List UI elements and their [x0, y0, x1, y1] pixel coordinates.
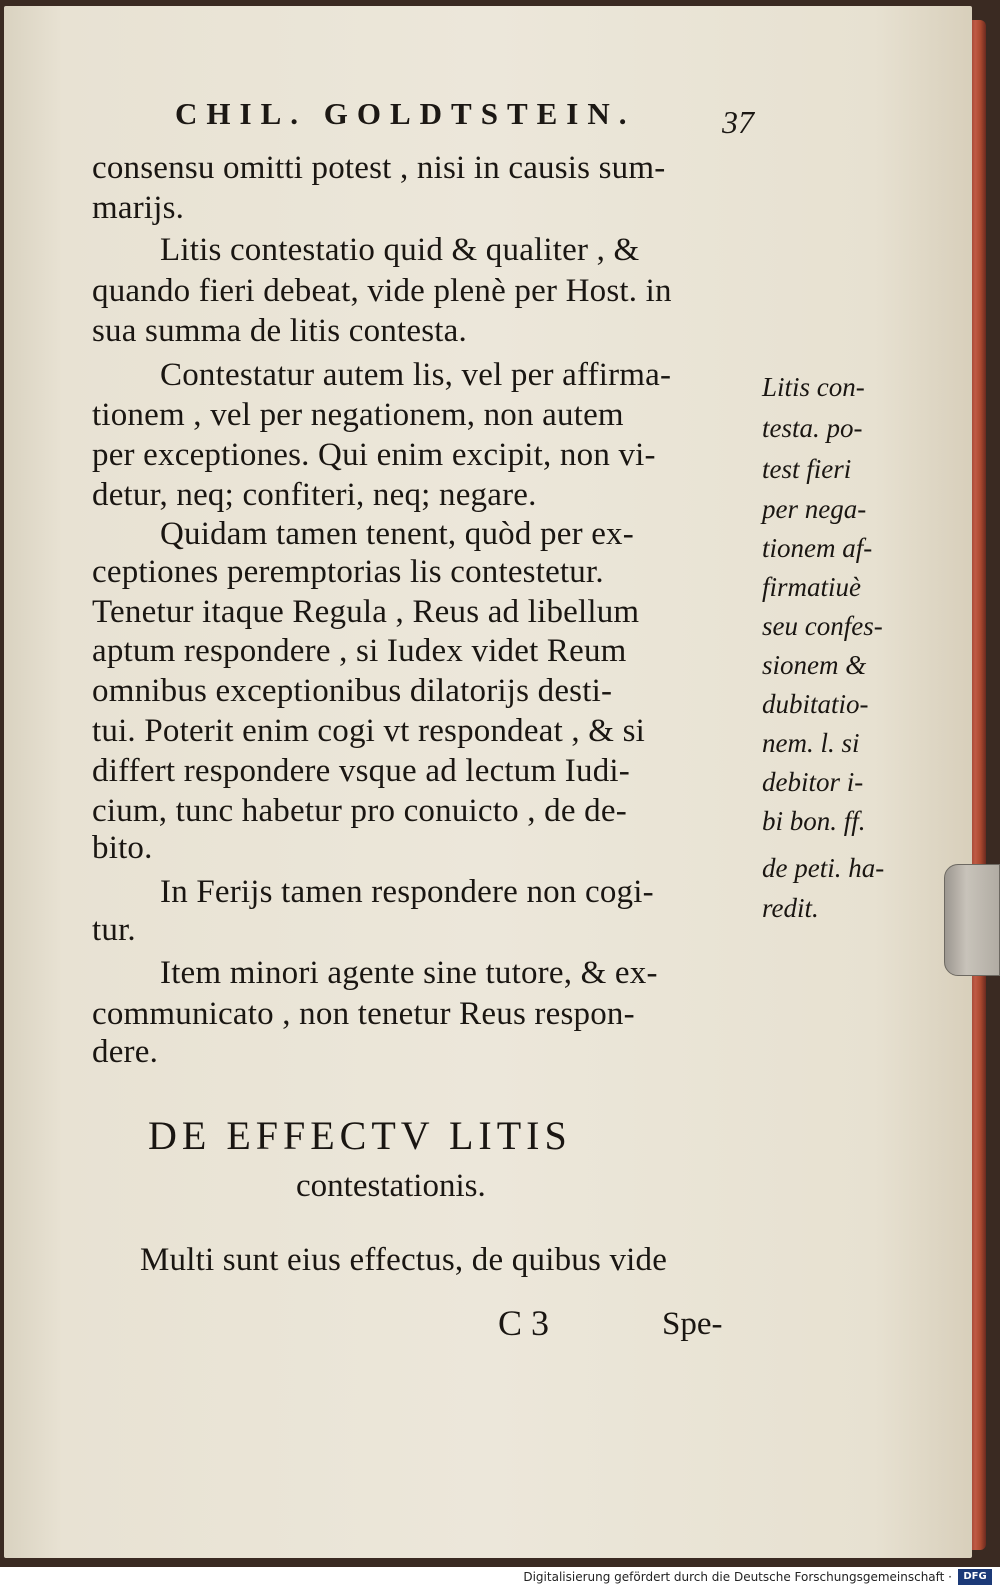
- margin-note: de peti. ha-: [762, 853, 885, 883]
- page-number: 37: [722, 104, 754, 140]
- margin-note: seu confes-: [762, 611, 883, 641]
- margin-note: tionem af-: [762, 533, 873, 563]
- margin-note: sionem &: [762, 650, 867, 680]
- text-line: bito.: [92, 830, 153, 866]
- thumb-tab: [944, 864, 1000, 976]
- text-line: Quidam tamen tenent, quòd per ex-: [160, 516, 634, 552]
- text-line: per exceptiones. Qui enim excipit, non vi-: [92, 437, 656, 473]
- margin-note: bi bon. ff.: [762, 806, 866, 836]
- text-line: detur, neq; confiteri, neq; negare.: [92, 477, 537, 513]
- text-line: dere.: [92, 1034, 159, 1070]
- margin-note: test fieri: [762, 454, 852, 484]
- text-line: ceptiones peremptorias lis contestetur.: [92, 554, 604, 590]
- margin-note: debitor i-: [762, 767, 864, 797]
- section-heading: DE EFFECTV LITIS: [148, 1113, 572, 1158]
- catchword: Spe-: [662, 1306, 723, 1342]
- text-line: aptum respondere , si Iudex videt Reum: [92, 633, 627, 669]
- margin-note: per nega-: [762, 494, 867, 524]
- text-line: Tenetur itaque Regula , Reus ad libellum: [92, 594, 640, 630]
- text-line: quando fieri debeat, vide plenè per Host. in: [92, 273, 672, 309]
- margin-note: testa. po-: [762, 413, 863, 443]
- text-line: communicato , non tenetur Reus respon-: [92, 996, 635, 1032]
- funding-credit: Digitalisierung gefördert durch die Deutsche Forschungsgemeinschaft ·: [523, 1570, 952, 1584]
- running-head: CHIL. GOLDTSTEIN.: [175, 96, 636, 131]
- text-line: differt respondere vsque ad lectum Iudi-: [92, 753, 630, 789]
- text-line: sua summa de litis contesta.: [92, 313, 467, 349]
- text-line: omnibus exceptionibus dilatorijs desti-: [92, 673, 613, 709]
- text-line: tur.: [92, 912, 136, 948]
- footer-bar: [0, 1567, 1000, 1589]
- text-line: tui. Poterit enim cogi vt respondeat , & si: [92, 713, 646, 749]
- text-line: Contestatur autem lis, vel per affirma-: [160, 357, 672, 393]
- text-line: tionem , vel per negationem, non autem: [92, 397, 624, 433]
- text-line: Item minori agente sine tutore, & ex-: [160, 955, 658, 991]
- text-line: In Ferijs tamen respondere non cogi-: [160, 874, 654, 910]
- text-line: Multi sunt eius effectus, de quibus vide: [140, 1242, 668, 1278]
- signature-mark: C 3: [498, 1303, 550, 1343]
- text-line: consensu omitti potest , nisi in causis sum-: [92, 150, 666, 186]
- margin-note: dubitatio-: [762, 689, 869, 719]
- margin-note: firmatiuè: [762, 572, 861, 602]
- margin-note: nem. l. si: [762, 728, 860, 758]
- margin-note: Litis con-: [762, 372, 865, 402]
- text-line: marijs.: [92, 190, 185, 226]
- section-subheading: contestationis.: [296, 1168, 486, 1204]
- margin-note: redit.: [762, 893, 819, 923]
- dfg-logo: DFG: [958, 1569, 992, 1585]
- text-line: Litis contestatio quid & qualiter , &: [160, 232, 640, 268]
- text-line: cium, tunc habetur pro conuicto , de de-: [92, 793, 627, 829]
